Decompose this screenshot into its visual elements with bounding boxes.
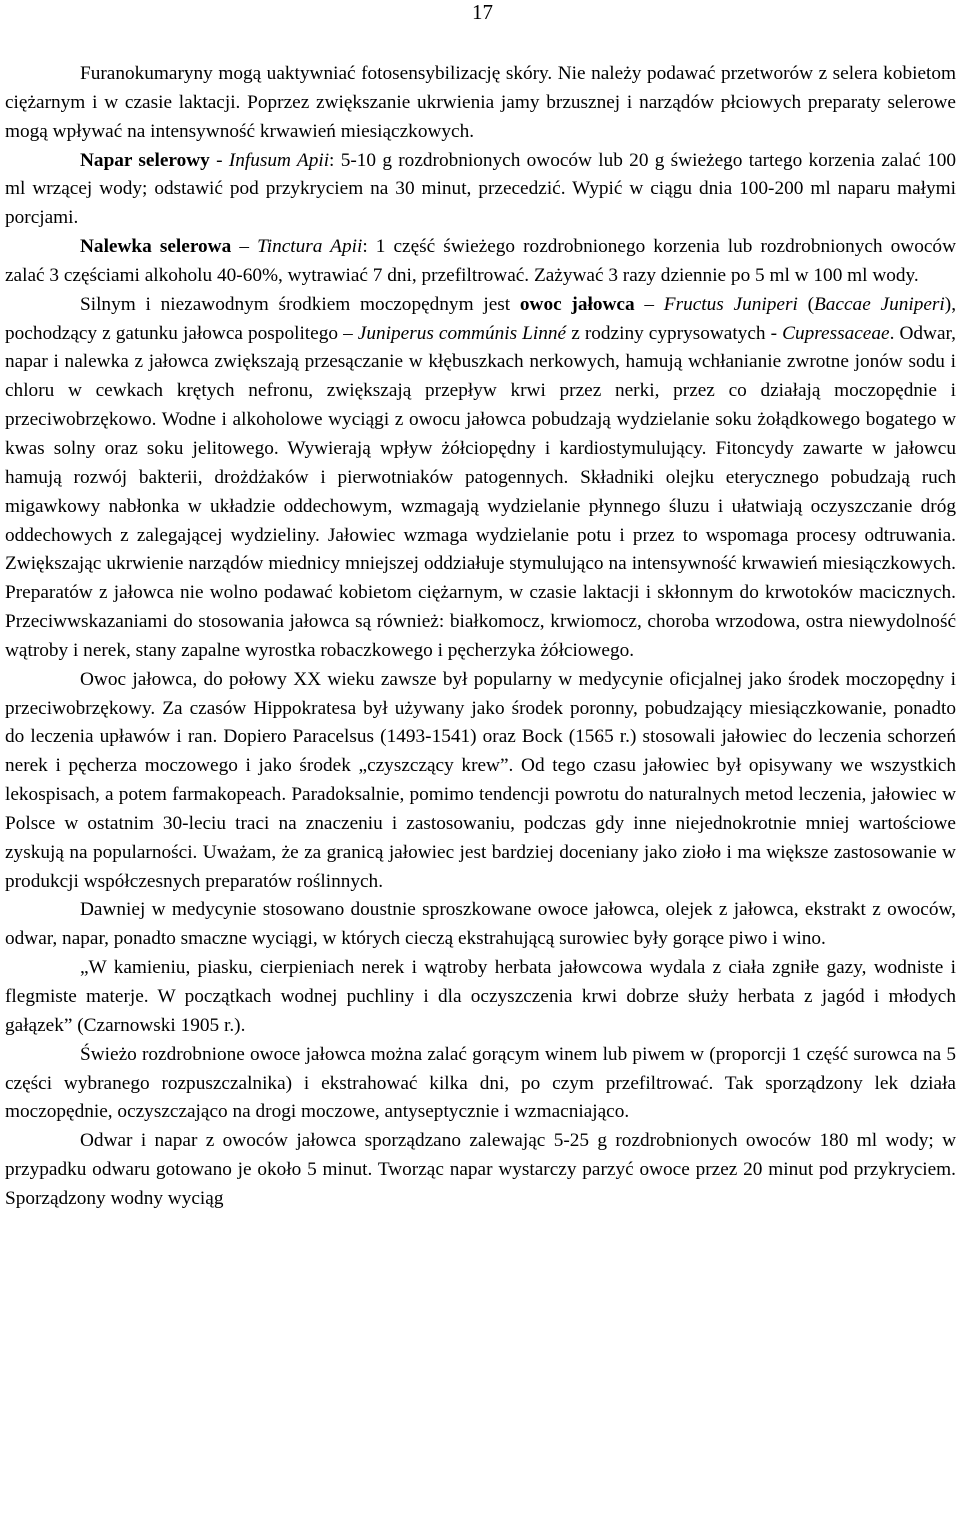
page-number: 17 bbox=[472, 0, 493, 24]
bold-term: owoc jałowca bbox=[519, 293, 635, 315]
text-run: Świeżo rozdrobnione owoce jałowca można zalać gorącym winem lub piwem w (proporcji 1 część surowca na 5 części wybranego rozpuszczalnika) i ekstrahować kilka dni, po czym przefiltrować. Tak sporządzony lek działa moczopędnie, oczyszczająco na drogi moczowe, antyseptycznie i wzmacniająco. bbox=[5, 1043, 956, 1123]
text-run: ), pochodzący z gatunku jałowca pospolitego – bbox=[5, 293, 957, 344]
paragraph-furanocoumarins bbox=[5, 60, 956, 147]
text-run: - bbox=[209, 149, 229, 171]
text-run: . Odwar, napar i nalewka z jałowca zwiększają przesączanie w kłębuszkach nerkowych, hamują wchłanianie zwrotne jonów sodu i chloru w cewkach krętych nefronu, zwiększają przepływ krwi przez nerki, przez co działają moczopędnie i przeciwobrzękowo. Wodne i alkoholowe wyciągi z owocu jałowca pobudzają wydzielanie soku żołądkowego bogatego w kwas solny oraz soku jelitowego. Wywierają wpływ żółciopędny i kardiostymulujący. Fitoncydy zawarte w jałowcu hamują rozwój bakterii, drożdżaków i pierwotniaków patogennych. Składniki olejku eterycznego pobudzają ruch migawkowy nabłonka w układzie oddechowym, wzmagają wydzielanie płynnego śluzu i ułatwiają oczyszczanie dróg oddechowych z zalegającej wydzieliny. Jałowiec wzmaga wydzielanie potu i przez to wspomaga procesy odtruwania. Zwiększając ukrwienie narządów miednicy mniejszej oddziałuje stymulująco na intensywność krwawień miesiączkowych. Preparatów z jałowca nie wolno podawać kobietom ciężarnym, w czasie laktacji i skłonnym do krwotoków macicznych. Przeciwwskazaniami do stosowania jałowca są również: białkomocz, krwiomocz, choroba wrzodowa, ostra niewydolność wątroby i nerek, stany zapalne wyrostka robaczkowego i pęcherzyka żółciowego. bbox=[5, 322, 956, 661]
text-run: Furanokumaryny mogą uaktywniać fotosensybilizację skóry. Nie należy podawać przetworów z selera kobietom ciężarnym i w czasie laktacji. Poprzez zwiększanie ukrwienia jamy brzusznej i narządów płciowych preparaty selerowe mogą wpływać na intensywność krwawień miesiączkowych. bbox=[5, 63, 956, 142]
latin-name: Juniperus commúnis Linné bbox=[357, 322, 567, 344]
latin-name: Fructus Juniperi bbox=[663, 293, 798, 315]
paragraph-juniper-history bbox=[5, 666, 956, 897]
paragraph-celery-tincture bbox=[5, 233, 956, 291]
text-run: : 1 część świeżego rozdrobnionego korzenia lub rozdrobnionych owoców zalać 3 częściami alkoholu 40-60%, wytrawiać 7 dni, przefiltrować. Zażywać 3 razy dziennie po 5 ml w 100 ml wody. bbox=[5, 236, 956, 286]
latin-name: Infusum Apii bbox=[228, 149, 330, 171]
latin-name: Cupressaceae bbox=[782, 322, 890, 344]
bold-term: Napar selerowy bbox=[80, 149, 210, 171]
text-run: : 5-10 g rozdrobnionych owoców lub 20 g świeżego tartego korzenia zalać 100 ml wrzącej wody; odstawić pod przykryciem na 30 minut, przecedzić. Wypić w ciągu dnia 100-200 ml naparu małymi porcjami. bbox=[5, 149, 957, 229]
paragraph-juniper-diuretic bbox=[5, 291, 956, 666]
text-run: „W kamieniu, piasku, cierpieniach nerek i wątroby herbata jałowcowa wydala z ciała zgniłe gazy, wodniste i flegmiste materje. W początkach wodnej puchliny i dla oczyszczenia krwi dobrze służy herbata z jagód i młodych gałązek” (Czarnowski 1905 r.). bbox=[5, 957, 956, 1036]
text-run: – bbox=[231, 236, 258, 258]
text-run: Owoc jałowca, do połowy XX wieku zawsze był popularny w medycynie oficjalnej jako środek moczopędny i przeciwobrzękowy. Za czasów Hippokratesa był używany jako środek poronny, pobudzający miesiączkowanie, ponadto do leczenia upławów i ran. Dopiero Paracelsus (1493-1541) oraz Bock (1565 r.) stosowali jałowiec do leczenia schorzeń nerek i pęcherza moczowego i jako środek „czyszczący krew”. Od tego czasu jałowiec był opisywany we wszystkich lekospisach, a potem farmakopeach. Paradoksalnie, pomimo tendencji powrotu do naturalnych metod leczenia, jałowiec w Polsce w ostatnim 30-leciu traci na znaczeniu i zastosowaniu, podczas gdy inne niejednokrotnie mniej wartościowe zyskują na popularności. Uważam, że za granicą jałowiec jest bardziej doceniany jako zioło i ma większe zastosowanie w produkcji współczesnych preparatów roślinnych. bbox=[5, 668, 956, 892]
document-body bbox=[5, 60, 956, 1214]
paragraph-juniper-decoction bbox=[5, 1127, 956, 1214]
text-run: Odwar i napar z owoców jałowca sporządzano zalewając 5-25 g rozdrobnionych owoców 180 ml wody; w przypadku odwaru gotowano je około 5 minut. Tworząc napar wystarczy parzyć owoce przez 20 minut pod przykryciem. Sporządzony wodny wyciąg bbox=[5, 1130, 956, 1209]
latin-name: Baccae Juniperi bbox=[814, 293, 945, 315]
paragraph-juniper-wine-extract bbox=[5, 1041, 956, 1128]
text-run: Silnym i niezawodnym środkiem moczopędnym jest bbox=[80, 293, 520, 315]
bold-term: Nalewka selerowa bbox=[80, 236, 232, 258]
paragraph-juniper-old-forms bbox=[5, 896, 956, 954]
text-run: z rodziny cyprysowatych - bbox=[566, 322, 783, 344]
text-run: – bbox=[634, 293, 664, 315]
text-run: ( bbox=[797, 293, 815, 315]
text-run: Dawniej w medycynie stosowano doustnie sproszkowane owoce jałowca, olejek z jałowca, ekstrakt z owoców, odwar, napar, ponadto smaczne wyciągi, w których cieczą ekstrahującą surowiec były gorące piwo i wino. bbox=[5, 899, 956, 950]
paragraph-celery-infusion bbox=[5, 147, 956, 234]
latin-name: Tinctura Apii bbox=[257, 236, 363, 258]
paragraph-czarnowski-quote bbox=[5, 954, 956, 1041]
